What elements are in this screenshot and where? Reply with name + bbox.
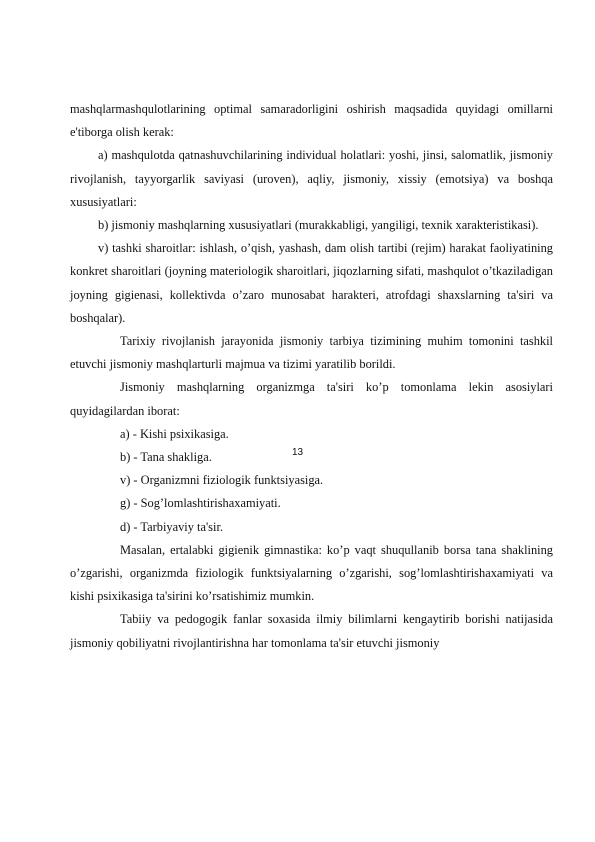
document-page: [70, 98, 553, 655]
list-item: d) - Tarbiyaviy ta'sir.: [120, 519, 223, 534]
list-item: a) - Kishi psixikasiga.: [120, 426, 229, 441]
paragraph-item-b: b) jismoniy mashqlarning xususiyatlari (murakkabligi, yangiligi, texnik xarakteristikasi).: [98, 218, 539, 233]
list-item: g) - Sog’lomlashtirishaxamiyati.: [120, 496, 281, 511]
paragraph-effects: Jismoniy mashqlarning organizmga ta'siri ko’p tomonlama lekin asosiylari quyidagilardan iborat:: [70, 380, 553, 418]
paragraph-example: Masalan, ertalabki gigienik gimnastika: ko’p vaqt shuqullanib borsa tana shaklining o’zgarishi, organizmda fiziologik funktsiyalarning o’zgarishi, sog’lomlashtirishaxamiyati va kishi psixikasiga ta'sirini ko’rsatishimiz mumkin.: [70, 542, 553, 604]
paragraph-intro: mashqlarmashqulotlarining optimal samaradorligini oshirish maqsadida quyidagi omillarni e'tiborga olish kerak:: [70, 102, 553, 140]
list-item: b) - Tana shakliga.: [120, 450, 212, 465]
paragraph-history: Tarixiy rivojlanish jarayonida jismoniy tarbiya tizimining muhim tomonini tashkil etuvchi jismoniy mashqlarturli majmua va tizimi yaratilib borildi.: [70, 334, 553, 372]
page-number: 13: [291, 447, 304, 458]
paragraph-item-a: a) mashqulotda qatnashuvchilarining individual holatlari: yoshi, jinsi, salomatlik, jismoniy rivojlanish, tayyorgarlik saviyasi (uroven), aqliy, jismoniy, xissiy (emotsiya) va boshqa xususiyatlari:: [70, 148, 553, 209]
paragraph-sciences: Tabiiy va pedogogik fanlar soxasida ilmiy bilimlarni kengaytirib borishi natijasida jismoniy qobiliyatni rivojlantirishna har tomonlama ta'sir etuvchi jismoniy: [70, 612, 553, 650]
paragraph-item-v: v) tashki sharoitlar: ishlash, o’qish, yashash, dam olish tartibi (rejim) harakat faoliyatining konkret sharoitlari (joyning materiologik sharoitlari, jiqozlarning sifati, mashqulot o’tkaziladigan joyning gigienasi, kollektivda o’zaro munosabat harakteri, atrofdagi shaxslarning ta'siri va boshqalar).: [70, 241, 553, 325]
list-item: v) - Organizmni fiziologik funktsiyasiga.: [120, 473, 324, 488]
